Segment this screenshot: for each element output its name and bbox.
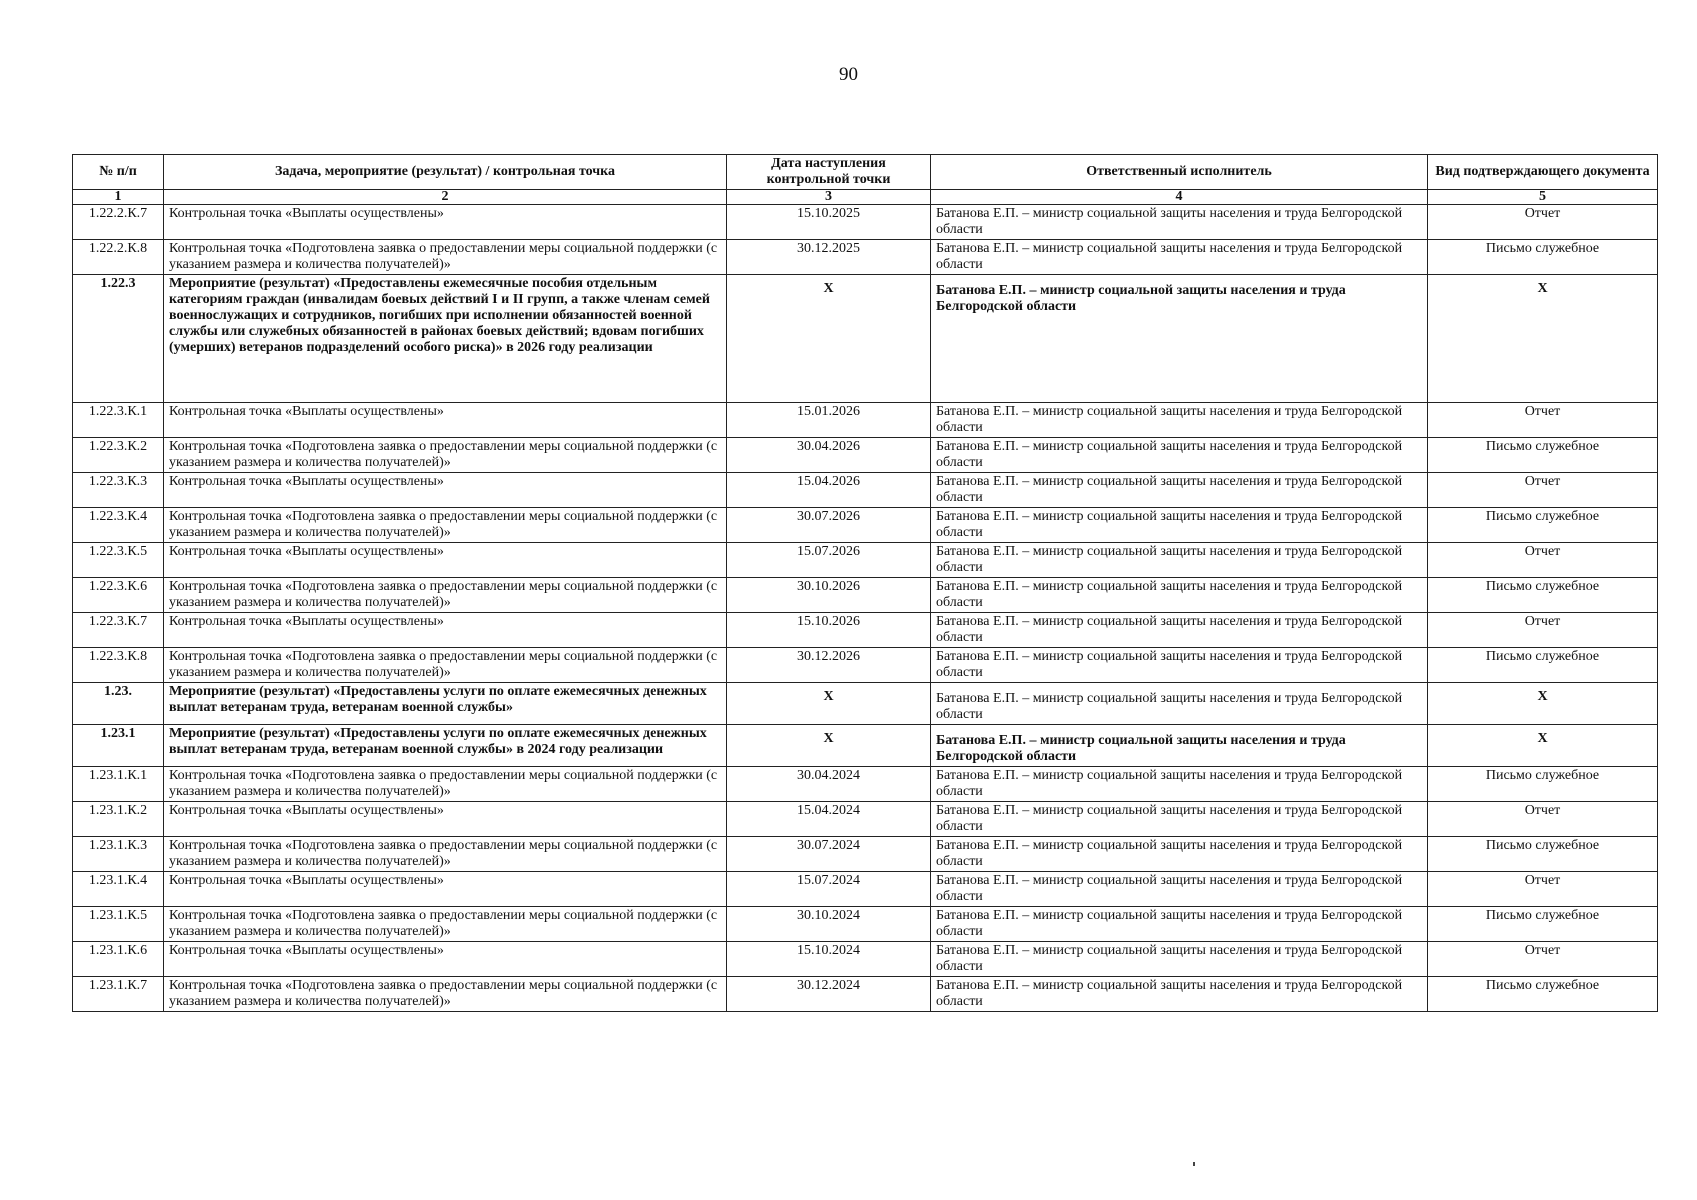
row-date: 15.01.2026 (727, 403, 931, 438)
row-executor: Батанова Е.П. – министр социальной защиты населения и труда Белгородской области (931, 683, 1428, 725)
row-task: Контрольная точка «Выплаты осуществлены» (164, 205, 727, 240)
row-document: Х (1428, 275, 1658, 403)
row-date: 30.12.2026 (727, 648, 931, 683)
row-document: Письмо служебное (1428, 508, 1658, 543)
row-executor: Батанова Е.П. – министр социальной защиты населения и труда Белгородской области (931, 275, 1428, 403)
row-task: Контрольная точка «Подготовлена заявка о предоставлении меры социальной поддержки (с указанием размера и количества получателей)» (164, 508, 727, 543)
row-date: Х (727, 725, 931, 767)
row-number: 1.23.1 (73, 725, 164, 767)
row-document: Отчет (1428, 613, 1658, 648)
row-task: Контрольная точка «Подготовлена заявка о предоставлении меры социальной поддержки (с указанием размера и количества получателей)» (164, 837, 727, 872)
column-index: 5 (1428, 190, 1658, 205)
table-row-activity (73, 725, 1658, 767)
row-number: 1.22.3.К.7 (73, 613, 164, 648)
row-executor: Батанова Е.П. – министр социальной защиты населения и труда Белгородской области (931, 438, 1428, 473)
row-executor: Батанова Е.П. – министр социальной защиты населения и труда Белгородской области (931, 767, 1428, 802)
row-task: Контрольная точка «Подготовлена заявка о предоставлении меры социальной поддержки (с указанием размера и количества получателей)» (164, 907, 727, 942)
row-executor: Батанова Е.П. – министр социальной защиты населения и труда Белгородской области (931, 648, 1428, 683)
row-executor: Батанова Е.П. – министр социальной защиты населения и труда Белгородской области (931, 977, 1428, 1012)
column-index: 1 (73, 190, 164, 205)
row-number: 1.22.3.К.4 (73, 508, 164, 543)
page-number: 90 (839, 64, 858, 85)
row-executor: Батанова Е.П. – министр социальной защиты населения и труда Белгородской области (931, 473, 1428, 508)
table-row (73, 508, 1658, 543)
table-row (73, 907, 1658, 942)
plan-table-container (72, 154, 1657, 1012)
table-row (73, 942, 1658, 977)
scan-speck (1193, 1162, 1195, 1166)
row-number: 1.22.3.К.1 (73, 403, 164, 438)
row-number: 1.22.3.К.2 (73, 438, 164, 473)
row-task: Контрольная точка «Выплаты осуществлены» (164, 802, 727, 837)
row-document: Письмо служебное (1428, 438, 1658, 473)
row-date: 15.07.2026 (727, 543, 931, 578)
table-row (73, 578, 1658, 613)
header-date: Дата наступления контрольной точки (727, 155, 931, 190)
row-number: 1.22.3.К.5 (73, 543, 164, 578)
row-task: Мероприятие (результат) «Предоставлены услуги по оплате ежемесячных денежных выплат ветеранам труда, ветеранам военной службы» (164, 683, 727, 725)
row-number: 1.22.2.К.7 (73, 205, 164, 240)
row-date: 30.07.2026 (727, 508, 931, 543)
table-row (73, 837, 1658, 872)
row-date: 30.04.2026 (727, 438, 931, 473)
header-task: Задача, мероприятие (результат) / контрольная точка (164, 155, 727, 190)
row-number: 1.23.1.К.1 (73, 767, 164, 802)
row-task: Контрольная точка «Подготовлена заявка о предоставлении меры социальной поддержки (с указанием размера и количества получателей)» (164, 578, 727, 613)
row-number: 1.23.1.К.7 (73, 977, 164, 1012)
row-task: Контрольная точка «Подготовлена заявка о предоставлении меры социальной поддержки (с указанием размера и количества получателей)» (164, 240, 727, 275)
row-number: 1.23.1.К.5 (73, 907, 164, 942)
row-executor: Батанова Е.П. – министр социальной защиты населения и труда Белгородской области (931, 205, 1428, 240)
row-date: 30.10.2024 (727, 907, 931, 942)
row-document: Отчет (1428, 403, 1658, 438)
table-row (73, 240, 1658, 275)
row-number: 1.23.1.К.3 (73, 837, 164, 872)
table-row (73, 872, 1658, 907)
header-num: № п/п (73, 155, 164, 190)
row-task: Контрольная точка «Подготовлена заявка о предоставлении меры социальной поддержки (с указанием размера и количества получателей)» (164, 767, 727, 802)
row-document: Письмо служебное (1428, 907, 1658, 942)
row-executor: Батанова Е.П. – министр социальной защиты населения и труда Белгородской области (931, 907, 1428, 942)
row-task: Контрольная точка «Выплаты осуществлены» (164, 872, 727, 907)
row-document: Отчет (1428, 473, 1658, 508)
row-date: 15.10.2024 (727, 942, 931, 977)
plan-table (72, 154, 1658, 1012)
row-date: 15.10.2025 (727, 205, 931, 240)
table-row (73, 205, 1658, 240)
row-document: Отчет (1428, 872, 1658, 907)
row-executor: Батанова Е.П. – министр социальной защиты населения и труда Белгородской области (931, 802, 1428, 837)
table-row (73, 648, 1658, 683)
table-row (73, 543, 1658, 578)
row-executor: Батанова Е.П. – министр социальной защиты населения и труда Белгородской области (931, 942, 1428, 977)
row-document: Письмо служебное (1428, 977, 1658, 1012)
row-number: 1.23. (73, 683, 164, 725)
row-executor: Батанова Е.П. – министр социальной защиты населения и труда Белгородской области (931, 240, 1428, 275)
row-document: Х (1428, 725, 1658, 767)
column-index-row (73, 190, 1658, 205)
row-number: 1.23.1.К.4 (73, 872, 164, 907)
row-date: 30.12.2025 (727, 240, 931, 275)
row-task: Контрольная точка «Выплаты осуществлены» (164, 942, 727, 977)
row-date: Х (727, 683, 931, 725)
column-index: 4 (931, 190, 1428, 205)
row-document: Письмо служебное (1428, 648, 1658, 683)
row-date: 30.12.2024 (727, 977, 931, 1012)
row-executor: Батанова Е.П. – министр социальной защиты населения и труда Белгородской области (931, 837, 1428, 872)
table-row (73, 613, 1658, 648)
table-row (73, 403, 1658, 438)
table-row (73, 802, 1658, 837)
row-executor: Батанова Е.П. – министр социальной защиты населения и труда Белгородской области (931, 725, 1428, 767)
row-date: Х (727, 275, 931, 403)
row-date: 15.04.2026 (727, 473, 931, 508)
row-executor: Батанова Е.П. – министр социальной защиты населения и труда Белгородской области (931, 613, 1428, 648)
row-task: Контрольная точка «Подготовлена заявка о предоставлении меры социальной поддержки (с указанием размера и количества получателей)» (164, 648, 727, 683)
column-index: 2 (164, 190, 727, 205)
row-number: 1.22.3.К.8 (73, 648, 164, 683)
row-date: 15.10.2026 (727, 613, 931, 648)
row-executor: Батанова Е.П. – министр социальной защиты населения и труда Белгородской области (931, 508, 1428, 543)
row-document: Отчет (1428, 543, 1658, 578)
table-row-activity (73, 275, 1658, 403)
row-document: Отчет (1428, 205, 1658, 240)
row-date: 30.07.2024 (727, 837, 931, 872)
table-row (73, 473, 1658, 508)
row-executor: Батанова Е.П. – министр социальной защиты населения и труда Белгородской области (931, 403, 1428, 438)
row-number: 1.23.1.К.2 (73, 802, 164, 837)
table-header-row (73, 155, 1658, 190)
row-number: 1.22.3 (73, 275, 164, 403)
row-executor: Батанова Е.П. – министр социальной защиты населения и труда Белгородской области (931, 578, 1428, 613)
header-doc: Вид подтверждающего документа (1428, 155, 1658, 190)
row-number: 1.22.3.К.3 (73, 473, 164, 508)
table-row (73, 977, 1658, 1012)
row-task: Мероприятие (результат) «Предоставлены услуги по оплате ежемесячных денежных выплат ветеранам труда, ветеранам военной службы» в 2024 году реализации (164, 725, 727, 767)
table-row-activity (73, 683, 1658, 725)
row-task: Контрольная точка «Выплаты осуществлены» (164, 403, 727, 438)
row-date: 15.04.2024 (727, 802, 931, 837)
row-task: Контрольная точка «Выплаты осуществлены» (164, 473, 727, 508)
row-task: Контрольная точка «Подготовлена заявка о предоставлении меры социальной поддержки (с указанием размера и количества получателей)» (164, 977, 727, 1012)
row-document: Письмо служебное (1428, 578, 1658, 613)
row-number: 1.23.1.К.6 (73, 942, 164, 977)
table-row (73, 438, 1658, 473)
row-number: 1.22.2.К.8 (73, 240, 164, 275)
row-document: Отчет (1428, 802, 1658, 837)
row-executor: Батанова Е.П. – министр социальной защиты населения и труда Белгородской области (931, 543, 1428, 578)
row-document: Письмо служебное (1428, 767, 1658, 802)
row-task: Контрольная точка «Выплаты осуществлены» (164, 543, 727, 578)
row-task: Контрольная точка «Выплаты осуществлены» (164, 613, 727, 648)
row-date: 15.07.2024 (727, 872, 931, 907)
row-date: 30.04.2024 (727, 767, 931, 802)
table-row (73, 767, 1658, 802)
header-executor: Ответственный исполнитель (931, 155, 1428, 190)
row-date: 30.10.2026 (727, 578, 931, 613)
row-task: Контрольная точка «Подготовлена заявка о предоставлении меры социальной поддержки (с указанием размера и количества получателей)» (164, 438, 727, 473)
row-task: Мероприятие (результат) «Предоставлены ежемесячные пособия отдельным категориям граждан (инвалидам боевых действий I и II групп, а также членам семей военнослужащих и сотрудников, погибших при исполнении обязанностей военной службы или служебных обязанностей в районах боевых действий; вдовам погибших (умерших) ветеранов подразделений особого риска)» в 2026 году реализации (164, 275, 727, 403)
row-document: Письмо служебное (1428, 837, 1658, 872)
row-executor: Батанова Е.П. – министр социальной защиты населения и труда Белгородской области (931, 872, 1428, 907)
row-document: Х (1428, 683, 1658, 725)
column-index: 3 (727, 190, 931, 205)
row-document: Письмо служебное (1428, 240, 1658, 275)
row-number: 1.22.3.К.6 (73, 578, 164, 613)
row-document: Отчет (1428, 942, 1658, 977)
